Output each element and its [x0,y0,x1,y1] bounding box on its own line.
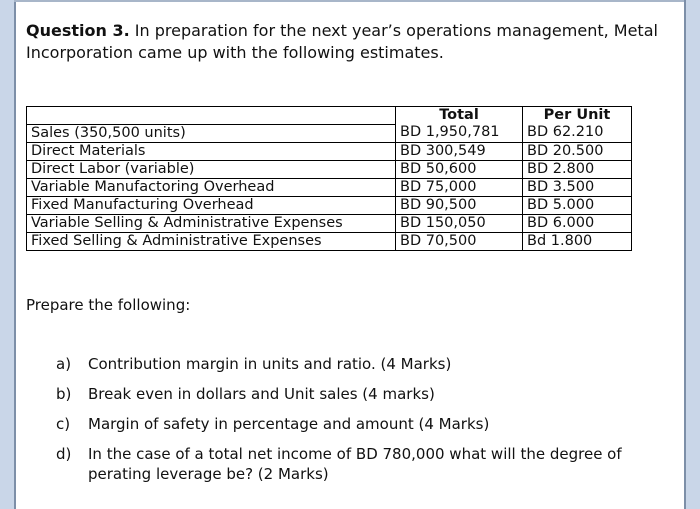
task-text: Break even in dollars and Unit sales (4 marks) [88,385,435,403]
task-list [56,354,686,484]
header-total: Total [396,107,523,125]
task-text: Margin of safety in percentage and amount (4 Marks) [88,415,490,433]
header-per-unit: Per Unit [523,107,632,125]
row-total: BD 50,600 [396,160,523,178]
task-text: In the case of a total net income of BD 780,000 what will the degree of perating leverage be? (2 Marks) [88,445,622,483]
list-item [56,354,686,374]
row-per-unit: BD 2.800 [523,160,632,178]
row-label: Fixed Selling & Administrative Expenses [27,232,396,250]
row-label: Fixed Manufacturing Overhead [27,196,396,214]
row-label: Direct Labor (variable) [27,160,396,178]
task-text: Contribution margin in units and ratio. (4 Marks) [88,355,452,373]
table-header-row [27,107,632,125]
row-per-unit: BD 6.000 [523,214,632,232]
estimates-table [26,106,632,251]
row-label: Sales (350,500 units) [27,124,396,142]
row-label: Variable Manufactoring Overhead [27,178,396,196]
list-item [56,384,686,404]
question-paragraph [26,20,676,64]
row-total: BD 1,950,781 [396,124,523,142]
window-frame-right [684,0,700,509]
table-row [27,178,632,196]
list-item [56,444,686,484]
document-page [20,0,680,509]
window-frame-left [0,0,16,509]
question-label: Question 3. [26,21,130,40]
list-item [56,414,686,434]
table-row [27,232,632,250]
row-total: BD 150,050 [396,214,523,232]
row-label: Variable Selling & Administrative Expenses [27,214,396,232]
task-letter: d) [56,445,72,463]
task-letter: b) [56,385,72,403]
question-text: In preparation for the next year’s operations management, Metal Incorporation came up with the following estimates. [26,21,658,62]
row-total: BD 90,500 [396,196,523,214]
row-per-unit: Bd 1.800 [523,232,632,250]
table-row [27,160,632,178]
prepare-heading: Prepare the following: [26,296,191,314]
task-letter: a) [56,355,72,373]
row-per-unit: BD 62.210 [523,124,632,142]
task-letter: c) [56,415,71,433]
table-row [27,142,632,160]
row-per-unit: BD 3.500 [523,178,632,196]
row-total: BD 70,500 [396,232,523,250]
row-per-unit: BD 5.000 [523,196,632,214]
row-total: BD 75,000 [396,178,523,196]
row-total: BD 300,549 [396,142,523,160]
row-label: Direct Materials [27,142,396,160]
header-label-cell [27,107,396,125]
table-row [27,196,632,214]
row-per-unit: BD 20.500 [523,142,632,160]
table-row [27,124,632,142]
table-row [27,214,632,232]
